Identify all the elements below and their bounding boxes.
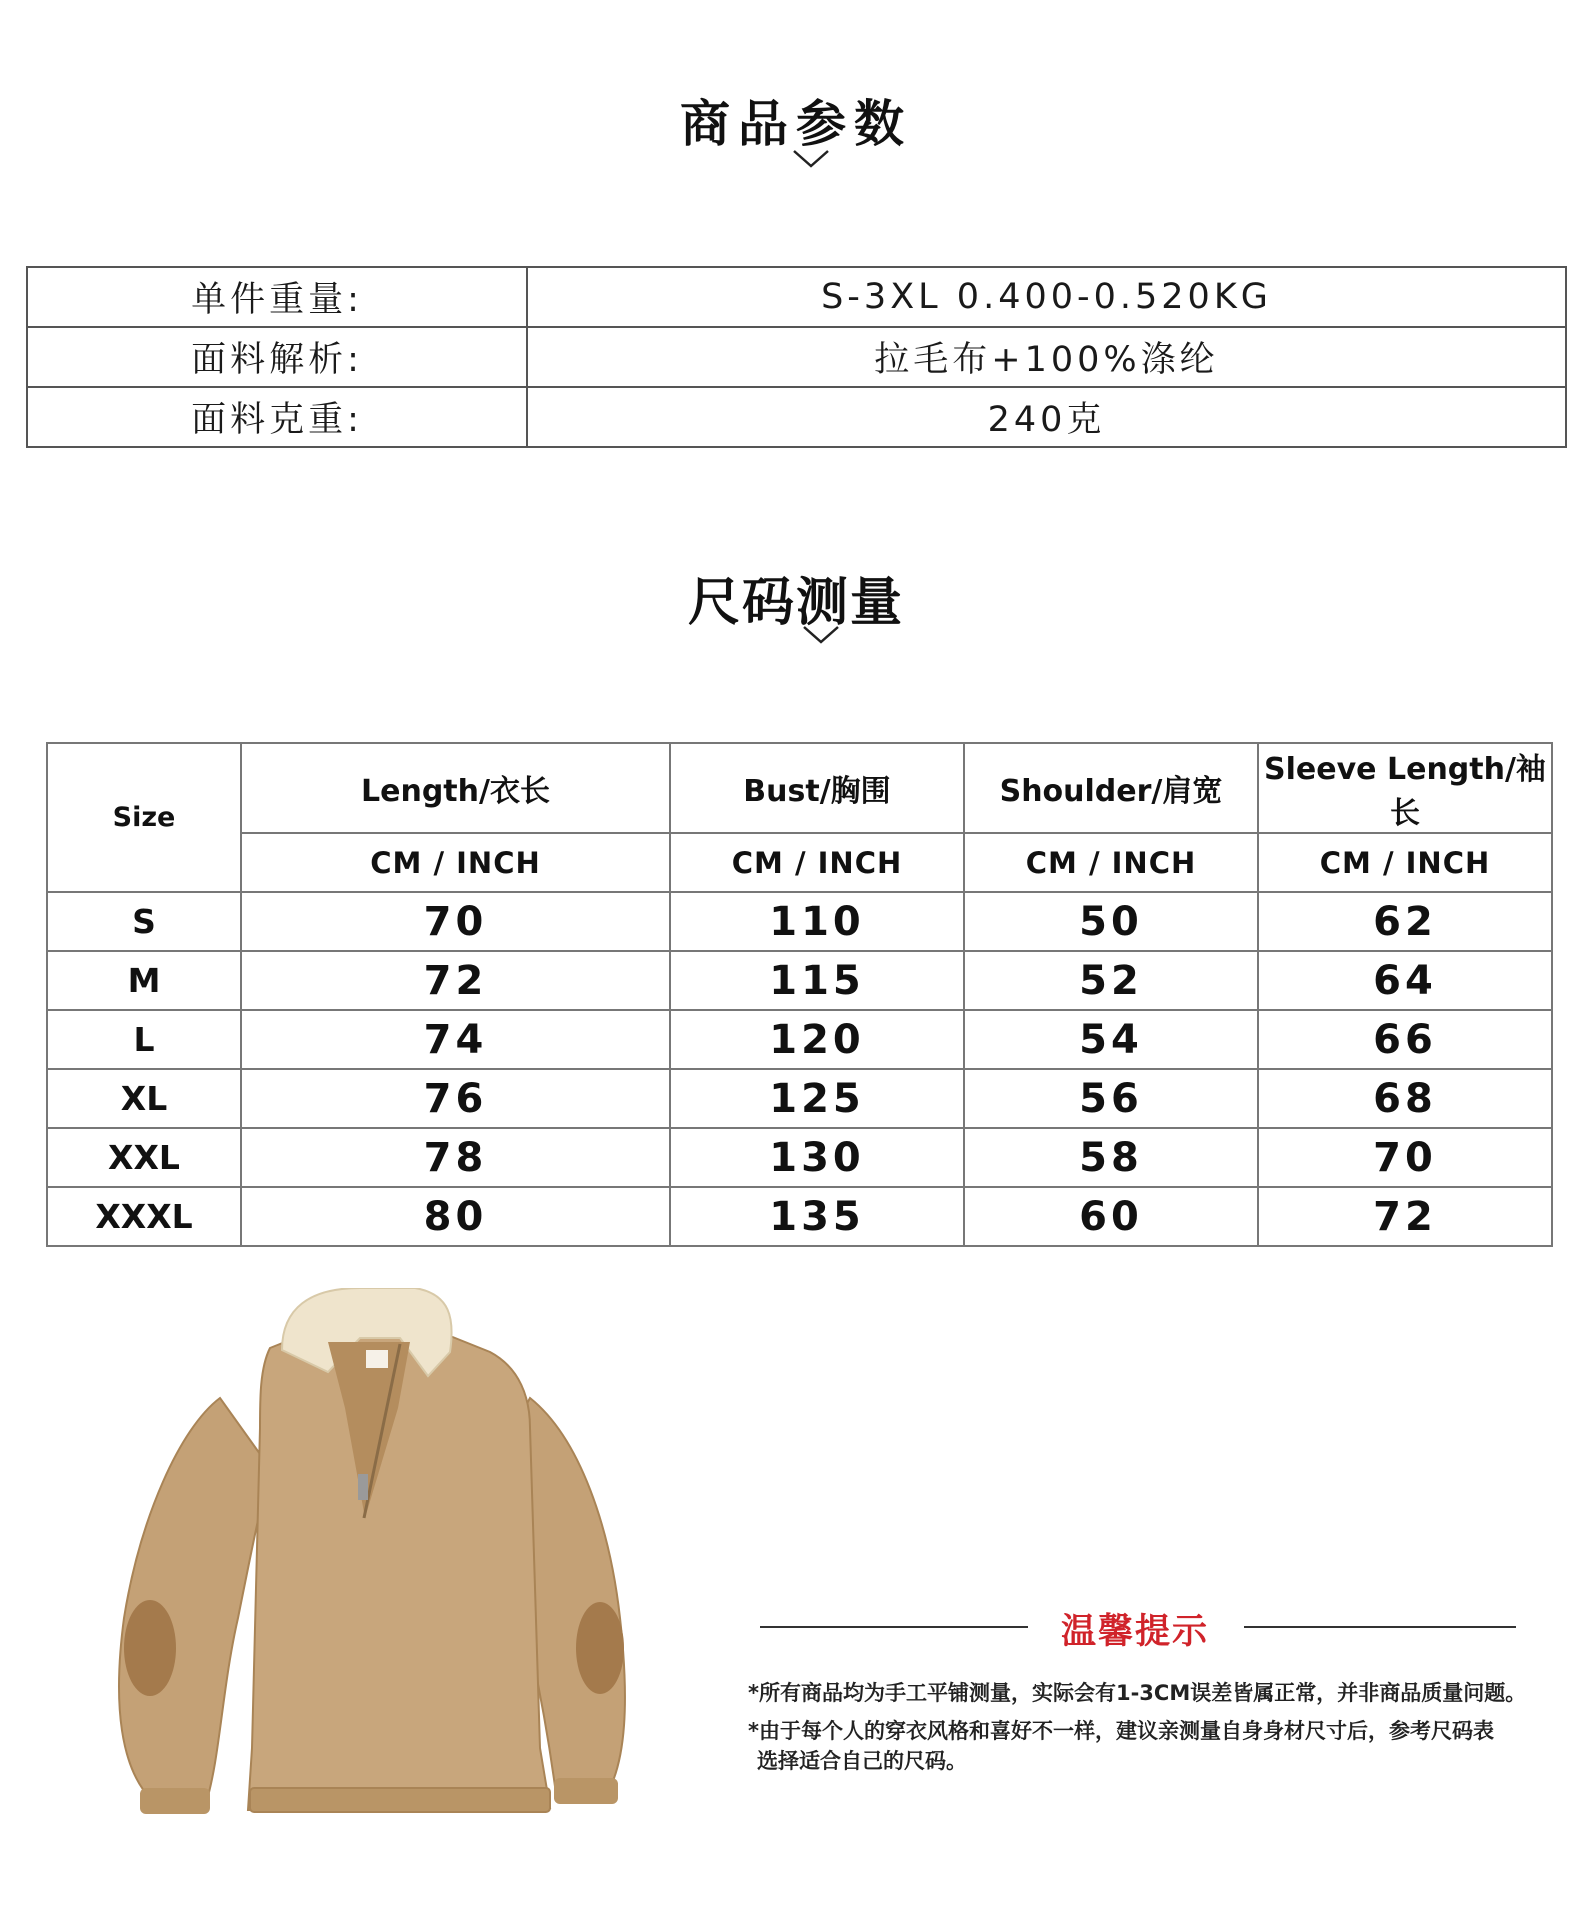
table-row xyxy=(47,1069,1552,1128)
param-value: S-3XL 0.400-0.520KG xyxy=(527,267,1566,327)
value-cell: 72 xyxy=(241,951,670,1010)
chevron-down-icon xyxy=(801,624,841,646)
column-header-bust: Bust/胸围 xyxy=(670,743,964,833)
value-cell: 72 xyxy=(1258,1187,1552,1246)
value-cell: 58 xyxy=(964,1128,1258,1187)
value-cell: 135 xyxy=(670,1187,964,1246)
value-cell: 66 xyxy=(1258,1010,1552,1069)
value-cell: 54 xyxy=(964,1010,1258,1069)
chevron-down-icon xyxy=(791,148,831,170)
section-title-params: 商品参数 xyxy=(680,95,912,153)
value-cell: 80 xyxy=(241,1187,670,1246)
value-cell: 68 xyxy=(1258,1069,1552,1128)
value-cell: 130 xyxy=(670,1128,964,1187)
param-label: 单件重量: xyxy=(27,267,527,327)
notice-divider-right xyxy=(1244,1626,1516,1628)
value-cell: 110 xyxy=(670,892,964,951)
column-header-length: Length/衣长 xyxy=(241,743,670,833)
value-cell: 60 xyxy=(964,1187,1258,1246)
column-header-shoulder: Shoulder/肩宽 xyxy=(964,743,1258,833)
value-cell: 78 xyxy=(241,1128,670,1187)
size-cell: S xyxy=(47,892,241,951)
params-row xyxy=(27,327,1566,387)
value-cell: 70 xyxy=(1258,1128,1552,1187)
value-cell: 74 xyxy=(241,1010,670,1069)
value-cell: 50 xyxy=(964,892,1258,951)
value-cell: 125 xyxy=(670,1069,964,1128)
value-cell: 76 xyxy=(241,1069,670,1128)
table-row xyxy=(47,892,1552,951)
size-table xyxy=(46,742,1553,1247)
unit-label: CM / INCH xyxy=(1258,833,1552,892)
size-cell: M xyxy=(47,951,241,1010)
notice-line-3: 选择适合自己的尺码。 xyxy=(757,1749,967,1773)
size-column-header: Size xyxy=(47,743,241,892)
size-cell: L xyxy=(47,1010,241,1069)
table-row xyxy=(47,1187,1552,1246)
column-header-sleeve: Sleeve Length/袖长 xyxy=(1258,743,1552,833)
value-cell: 52 xyxy=(964,951,1258,1010)
notice-line-2: *由于每个人的穿衣风格和喜好不一样，建议亲测量自身身材尺寸后，参考尺码表 xyxy=(748,1719,1494,1743)
unit-label: CM / INCH xyxy=(241,833,670,892)
value-cell: 120 xyxy=(670,1010,964,1069)
notice-divider-left xyxy=(760,1626,1028,1628)
notice-title: 温馨提示 xyxy=(1060,1612,1209,1652)
size-cell: XL xyxy=(47,1069,241,1128)
unit-label: CM / INCH xyxy=(670,833,964,892)
table-row xyxy=(47,1128,1552,1187)
params-row xyxy=(27,387,1566,447)
size-table-units xyxy=(47,833,1552,892)
value-cell: 62 xyxy=(1258,892,1552,951)
size-cell: XXXL xyxy=(47,1187,241,1246)
notice-line-1: *所有商品均为手工平铺测量，实际会有1-3CM误差皆属正常，并非商品质量问题。 xyxy=(748,1681,1527,1705)
value-cell: 70 xyxy=(241,892,670,951)
param-label: 面料克重: xyxy=(27,387,527,447)
params-row xyxy=(27,267,1566,327)
value-cell: 64 xyxy=(1258,951,1552,1010)
param-value: 拉毛布+100%涤纶 xyxy=(527,327,1566,387)
params-table xyxy=(26,266,1567,448)
table-row xyxy=(47,1010,1552,1069)
param-label: 面料解析: xyxy=(27,327,527,387)
table-row xyxy=(47,951,1552,1010)
product-image-pullover xyxy=(110,1288,650,1848)
size-table-header xyxy=(47,743,1552,833)
value-cell: 115 xyxy=(670,951,964,1010)
value-cell: 56 xyxy=(964,1069,1258,1128)
unit-label: CM / INCH xyxy=(964,833,1258,892)
param-value: 240克 xyxy=(527,387,1566,447)
section-title-size: 尺码测量 xyxy=(687,573,904,633)
size-cell: XXL xyxy=(47,1128,241,1187)
